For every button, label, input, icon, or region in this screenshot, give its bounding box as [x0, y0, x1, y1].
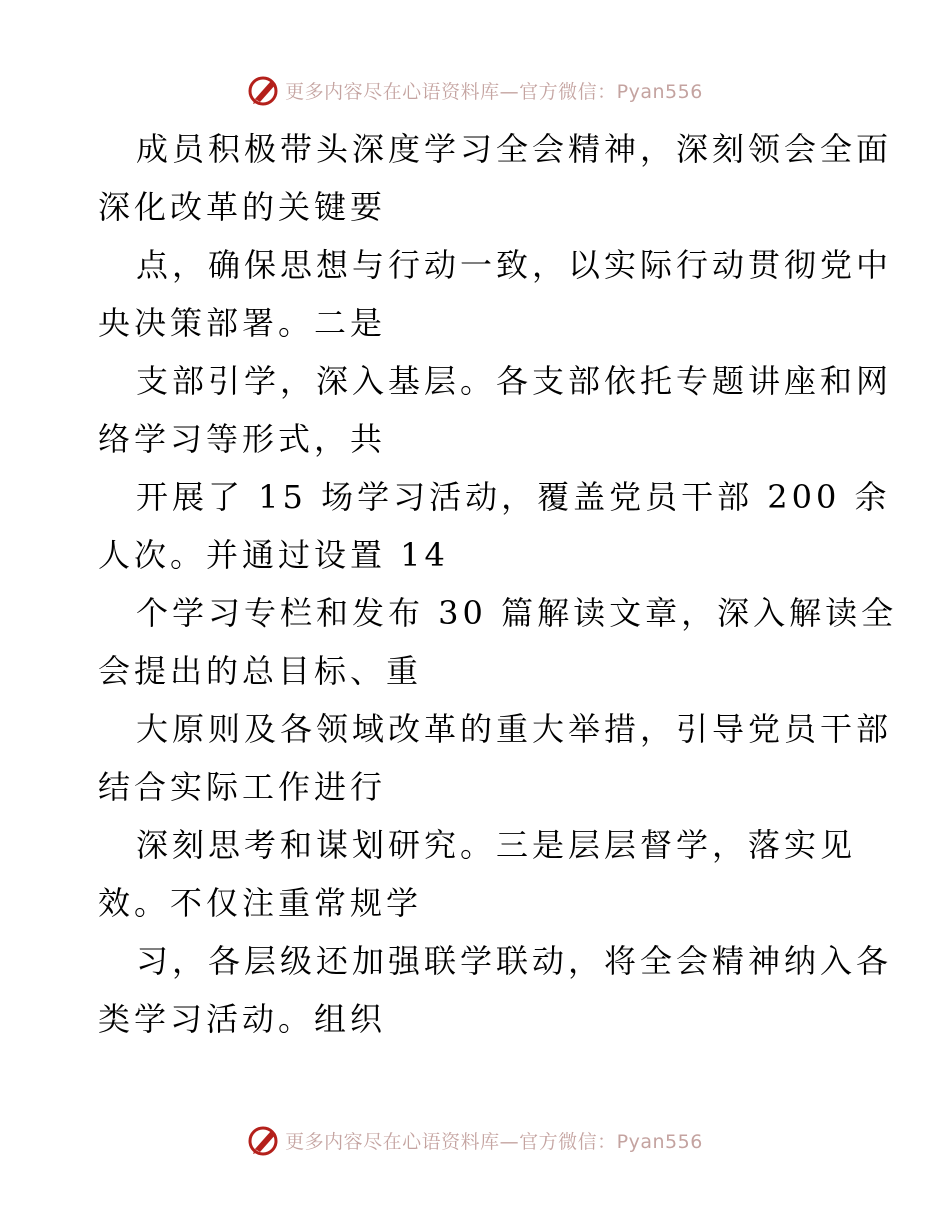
line-indented: 大原则及各领域改革的重大举措，引导党员干部: [136, 710, 893, 748]
line-indented: 成员积极带头深度学习全会精神，深刻领会全面: [136, 130, 893, 168]
line-indented: 习，各层级还加强联学联动，将全会精神纳入各: [136, 942, 893, 980]
footer-watermark: [0, 1118, 950, 1162]
paragraph-line: [98, 932, 893, 1048]
paragraph-line: [98, 700, 893, 816]
line-indented: 点，确保思想与行动一致，以实际行动贯彻党中: [136, 246, 893, 284]
footer-watermark-text: 更多内容尽在心语资料库—官方微信：Pyan556: [285, 1130, 703, 1153]
line-continuation: 效。不仅注重常规学: [98, 884, 423, 922]
line-continuation: 人次。并通过设置 14: [98, 536, 449, 574]
line-indented: 个学习专栏和发布 30 篇解读文章，深入解读全: [136, 594, 898, 632]
line-indented: 支部引学，深入基层。各支部依托专题讲座和网: [136, 362, 893, 400]
paragraph-line: [98, 816, 858, 932]
paragraph-line: [98, 468, 891, 584]
paragraph-line: [98, 120, 893, 236]
pen-logo-icon: [247, 1123, 281, 1157]
paragraph-line: [98, 236, 893, 352]
line-indented: 开展了 15 场学习活动，覆盖党员干部 200 余: [136, 478, 891, 516]
line-indented: 深刻思考和谋划研究。三是层层督学，落实见: [136, 826, 857, 864]
line-continuation: 络学习等形式，共: [98, 420, 387, 458]
line-continuation: 深化改革的关键要: [98, 188, 387, 226]
line-continuation: 类学习活动。组织: [98, 1000, 387, 1038]
header-watermark-text: 更多内容尽在心语资料库—官方微信：Pyan556: [285, 80, 703, 103]
pen-logo-icon: [247, 73, 281, 107]
line-continuation: 央决策部署。二是: [98, 304, 387, 342]
paragraph-line: [98, 352, 893, 468]
line-continuation: 结合实际工作进行: [98, 768, 387, 806]
document-body: [98, 120, 898, 1048]
header-watermark: [0, 68, 950, 112]
line-continuation: 会提出的总目标、重: [98, 652, 423, 690]
paragraph-line: [98, 584, 898, 700]
